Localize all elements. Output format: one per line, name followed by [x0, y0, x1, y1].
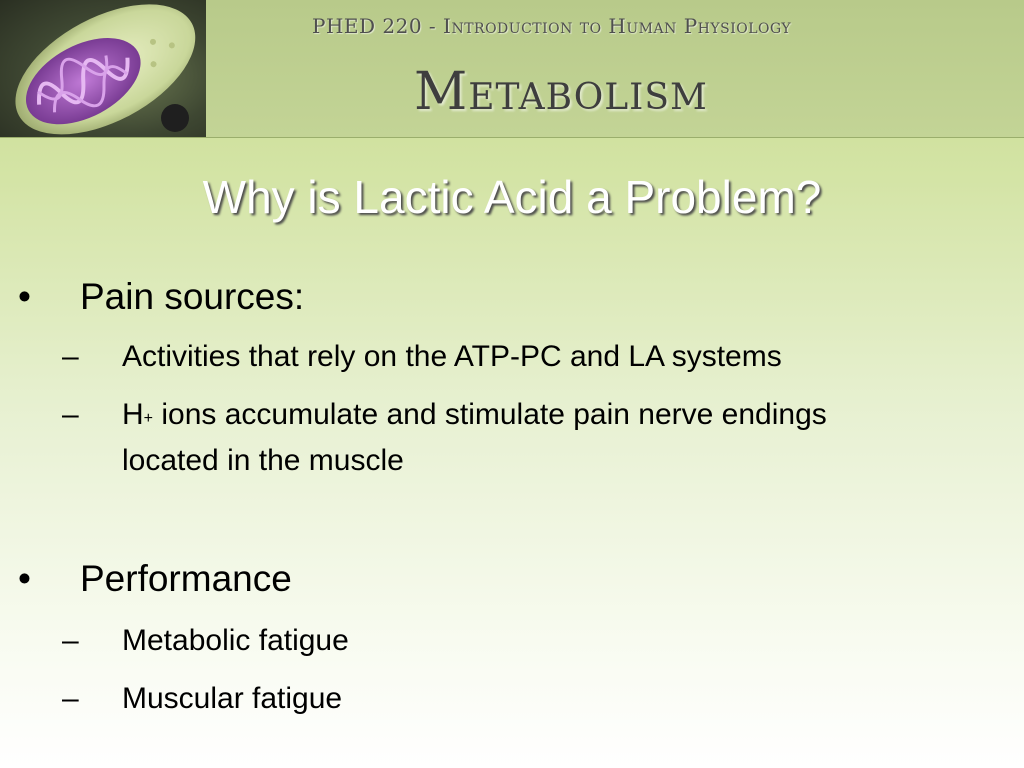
bullet-mark: • [18, 558, 31, 599]
mitochondrion-icon [0, 0, 206, 137]
sub-bullet-mark: – [62, 398, 79, 431]
header-banner [0, 0, 1024, 138]
sub-bullet-text: Metabolic fatigue [122, 624, 349, 657]
sub-bullet-mark: – [62, 340, 79, 373]
sub-bullet-mark: – [62, 624, 79, 657]
sub-bullet-text: H+ ions accumulate and stimulate pain nerve endings located in the muscle [122, 398, 827, 477]
slide-title: Why is Lactic Acid a Problem? [202, 171, 822, 223]
sub-bullet-text: Muscular fatigue [122, 682, 343, 715]
course-title: PHED 220 - Introduction to Human Physiology [312, 14, 792, 38]
bullet-mark: • [18, 276, 31, 317]
bullet-heading: Performance [80, 558, 292, 599]
topic-title: Metabolism [414, 62, 708, 122]
sub-bullet-text: Activities that rely on the ATP-PC and LA systems [122, 340, 782, 373]
superscript-plus: + [143, 410, 154, 427]
bullet-heading: Pain sources: [80, 276, 305, 317]
sub-bullet-mark: – [62, 682, 79, 715]
